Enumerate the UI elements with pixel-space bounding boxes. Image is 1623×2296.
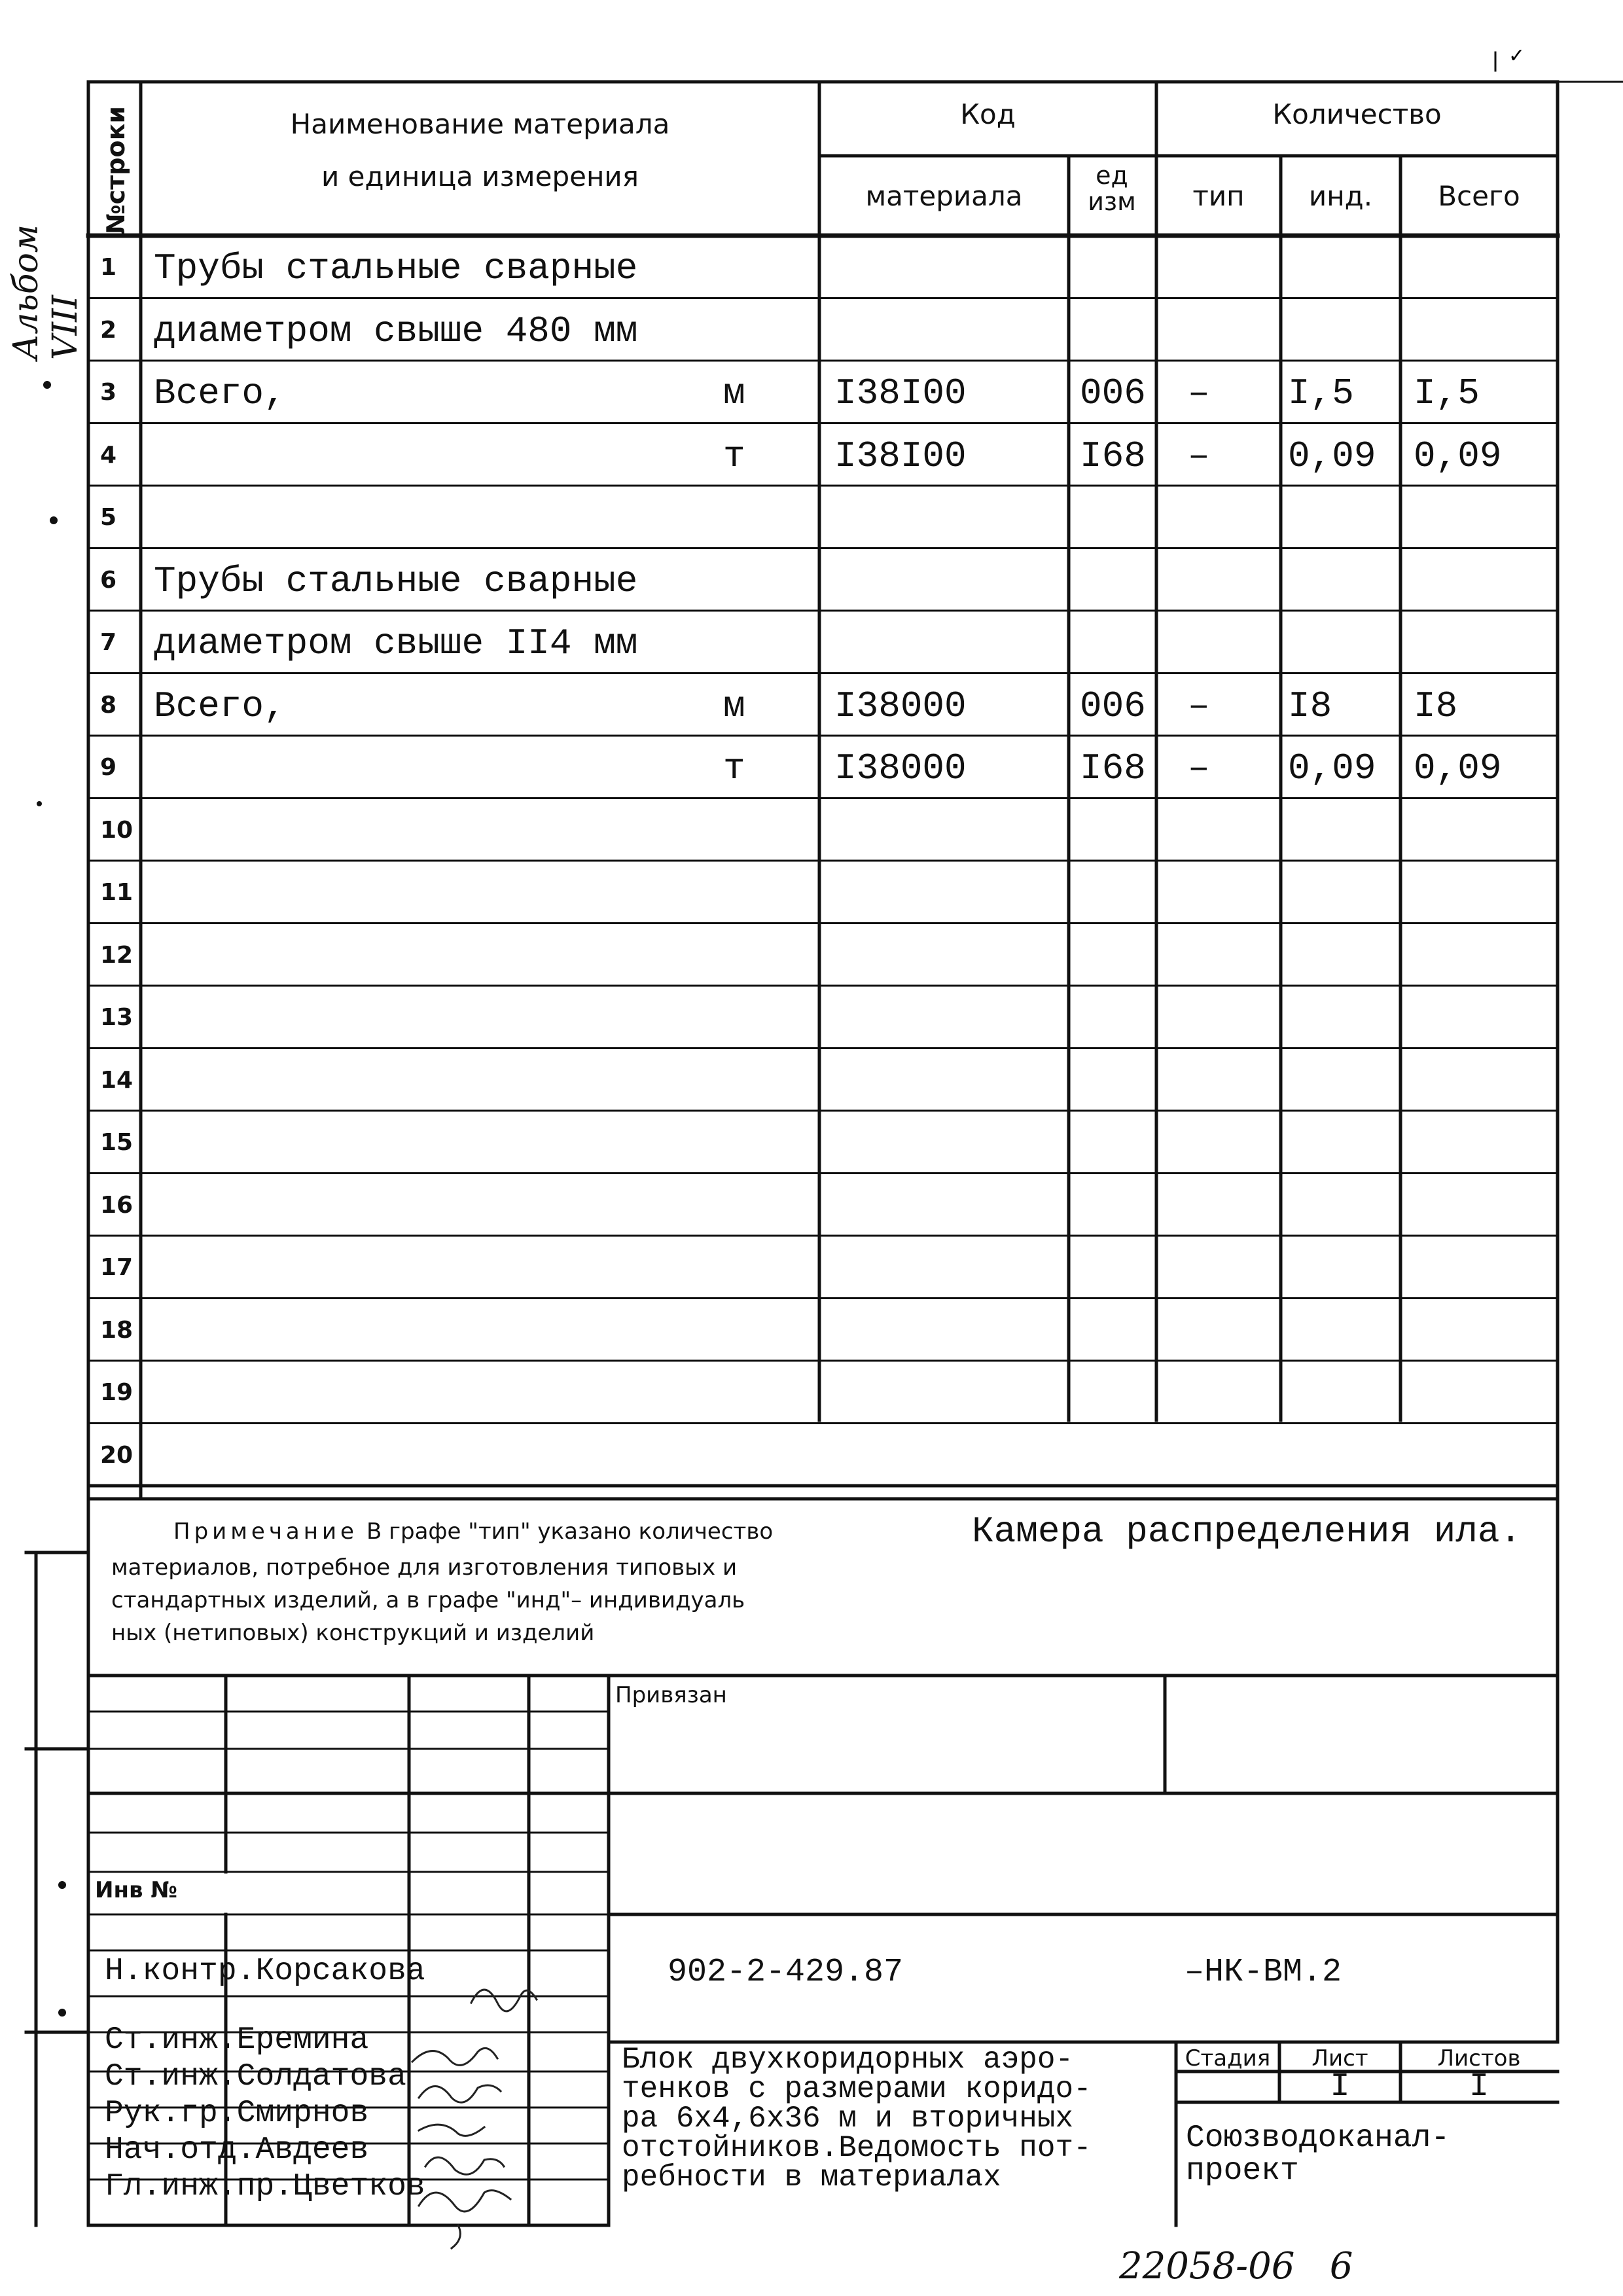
rownum-header: №строки [101,106,130,234]
row-number: 6 [100,566,117,594]
row-number: 7 [100,629,117,656]
row-number: 17 [100,1254,134,1281]
row-unit-code: 006 [1080,685,1146,727]
staff-name: Корсакова [255,1954,425,1989]
title-line: ребности в материалах [622,2161,1001,2195]
row-qty-total: 0,09 [1414,747,1502,789]
row-name: Трубы стальные сварные [154,247,638,289]
document-code: –НК-ВМ.2 [1185,1954,1342,1991]
side-label: Альбом VIII [7,224,85,360]
row-material-code: I38000 [834,685,967,727]
row-qty-type: – [1188,435,1210,477]
organization-line2: проект [1186,2153,1299,2189]
sheets-value: I [1469,2068,1489,2106]
staff-name: Еремина [236,2022,369,2058]
row-number: 20 [100,1441,134,1469]
row-unit: м [723,685,745,727]
staff-role: Гл.инж.пр. [105,2169,294,2204]
row-material-code: I38000 [834,747,967,789]
row-number: 14 [100,1066,134,1094]
object-title: Камера распределения ила. [972,1511,1522,1552]
row-name: Трубы стальные сварные [154,560,638,602]
row-qty-total: I8 [1414,685,1458,727]
title-line: тенков с размерами коридо- [622,2072,1092,2106]
row-number: 11 [100,879,134,906]
staff-name: Цветков [293,2169,425,2204]
staff-row [105,2169,425,2204]
organization-line1: Союзводоканал- [1186,2121,1450,2156]
staff-role: Рук.гр. [105,2096,237,2131]
staff-role: Н.контр. [105,1954,256,1989]
row-number: 9 [100,754,117,781]
top-mark: ✓ [1508,45,1525,67]
staff-name: Солдатова [236,2059,406,2094]
row-number: 13 [100,1004,134,1031]
row-name: Всего, [154,372,286,414]
row-number: 8 [100,691,117,719]
name-header-line2: и единица измерения [321,160,639,192]
staff-row [105,2059,406,2094]
title-line: ра 6х4,6х36 м и вторичных [622,2102,1074,2136]
row-name: Всего, [154,685,286,727]
row-number: 2 [100,316,117,344]
row-name: диаметром свыше II4 мм [154,622,638,664]
staff-role: Нач.отд. [105,2132,256,2168]
row-number: 5 [100,504,117,531]
note-line2: материалов, потребное для изготовления типовых и [111,1554,738,1581]
staff-name: Авдеев [255,2132,369,2168]
row-qty-type: – [1188,747,1210,789]
note-line4: ных (нетиповых) конструкций и изделий [111,1620,595,1646]
code-group-header: Код [960,98,1016,130]
row-qty-type: – [1188,372,1210,414]
note-line1: В графе "тип" указано количество [366,1518,774,1545]
row-unit-code: I68 [1080,747,1146,789]
row-qty-ind: I,5 [1288,372,1354,414]
row-qty-type: – [1188,685,1210,727]
row-number: 4 [100,441,117,469]
qty-total-header: Всего [1438,180,1520,212]
sheet-label: Лист [1311,2045,1368,2072]
row-material-code: I38I00 [834,372,967,414]
row-number: 3 [100,379,117,406]
row-qty-total: I,5 [1414,372,1480,414]
sheet-value: I [1330,2068,1350,2106]
inv-no-label: Инв № [95,1877,178,1903]
row-unit-code: 006 [1080,372,1146,414]
row-number: 18 [100,1316,134,1344]
code-material-header: материала [865,180,1023,212]
row-number: 12 [100,941,134,969]
stage-label: Стадия [1185,2045,1271,2072]
staff-name: Смирнов [236,2096,369,2131]
staff-role: Ст.инж. [105,2059,237,2094]
staff-row [105,2096,368,2131]
staff-role: Ст.инж. [105,2022,237,2058]
signatures [412,1990,537,2248]
row-unit-code: I68 [1080,435,1146,477]
footer-number: 22058-06 6 [1119,2245,1353,2287]
name-header-line1: Наименование материала [290,108,670,140]
row-number: 1 [100,254,117,281]
qty-type-header: тип [1192,180,1245,212]
note-label: Примечание [173,1518,358,1545]
row-unit: т [723,747,745,789]
row-qty-ind: 0,09 [1288,747,1376,789]
privyazan-label: Привязан [615,1682,727,1708]
staff-row [105,2022,368,2058]
staff-row [105,1954,425,1989]
designation: 902-2-429.87 [668,1954,904,1991]
sheets-label: Листов [1437,2045,1521,2072]
qty-ind-header: инд. [1308,180,1373,212]
qty-group-header: Количество [1272,98,1442,130]
note-line3: стандартных изделий, а в графе "инд"– индивидуаль [111,1587,745,1613]
row-unit: м [723,372,745,414]
row-material-code: I38I00 [834,435,967,477]
title-line: Блок двухкоридорных аэро- [622,2043,1074,2077]
row-number: 10 [100,816,134,844]
row-number: 16 [100,1191,134,1219]
row-number: 19 [100,1379,134,1406]
row-qty-ind: 0,09 [1288,435,1376,477]
code-unit-header: ед изм [1088,161,1136,216]
row-number: 15 [100,1129,134,1156]
row-name: диаметром свыше 480 мм [154,310,638,352]
document-title [622,2045,1092,2193]
row-qty-total: 0,09 [1414,435,1502,477]
staff-row [105,2132,368,2168]
title-line: отстойников.Ведомость пот- [622,2131,1092,2165]
row-unit: т [723,435,745,477]
row-qty-ind: I8 [1288,685,1332,727]
